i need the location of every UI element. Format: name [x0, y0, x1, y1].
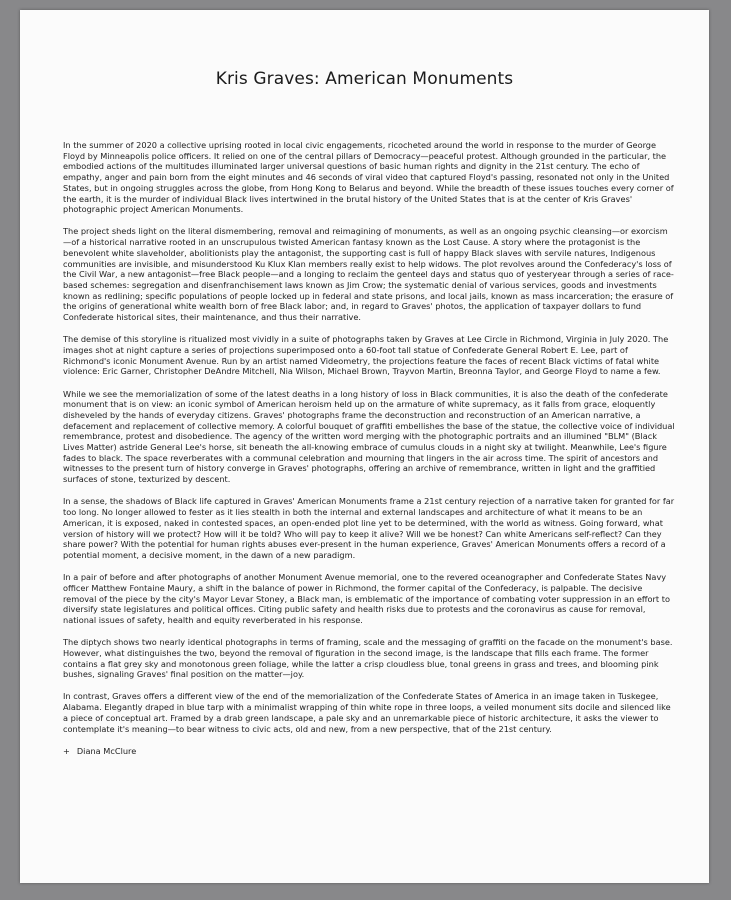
- paragraph-2: The project sheds light on the literal dismembering, removal and reimagining of monuments, as well as an ongoing psychic cleansing—or exorcism—of a historical narrative rooted in an unscrupulous twisted American fantasy known as the Lost Cause. A story where the protagonist is the benevolent white slaveholder, abolitionists play the antagonist, the supporting cast is full of happy Black slaves with servile natures, Indigenous communities are invisible, and misunderstood Ku Klux Klan members really exist to help widows. The plot revolves around the Confederacy's loss of the Civil War, a new antagonist—free Black people—and a longing to reclaim the genteel days and status quo of yesteryear through a series of race-based schemes: segregation and disenfranchisement laws known as Jim Crow; the systematic denial of various services, goods and investments known as redlining; specific populations of people locked up in federal and state prisons, and local jails, known as mass incarceration; the erasure of the origins of generational white wealth born of free Black labor; and, in regard to Graves' photos, the application of taxpayer dollars to fund Confederate historical sites, their maintenance, and thus their narrative.: [63, 226, 674, 323]
- paragraph-4: While we see the memorialization of some of the latest deaths in a long history of loss in Black communities, it is also the death of the confederate monument that is on view: an iconic symbol of American heroism held up on the armature of white supremacy, as it falls from grace, eloquently disheveled by the hands of everyday citizens. Graves' photographs frame the deconstruction and reconstruction of an American narrative, a defacement and replacement of collective memory. A colorful bouquet of graffiti embellishes the base of the statue, the collective voice of individual remembrance, protest and disobedience. The agency of the written word merging with the photographic portraits and an illumined "BLM" (Black Lives Matter) astride General Lee's horse, sit beneath the all-knowing embrace of cumulus clouds in a night sky at twilight. Meanwhile, Lee's figure fades to black. The space reverberates with a communal celebration and mourning that lingers in the air across time. The spirit of ancestors and witnesses to the present turn of history converge in Graves' photographs, offering an archive of remembrance, written in light and the graffitied surfaces of stone, texturized by descent.: [63, 388, 675, 485]
- paragraph-1: In the summer of 2020 a collective uprising rooted in local civic engagements, ricocheted around the world in response to the murder of George Floyd by Minneapolis police officers. It relied on one of the central pillars of Democracy—peaceful protest. Although grounded in the particular, the embodied actions of the multitudes illuminated larger universal questions of basic human rights and dignity in the 21st century. The echo of empathy, anger and pain born from the eight minutes and 46 seconds of viral video that captured Floyd's passing, resonated not only in the United States, but in ongoing struggles across the globe, from Hong Kong to Belarus and beyond. While the breadth of these issues touches every corner of the earth, it is the murder of individual Black lives intertwined in the brutal history of the United States that is at the center of Kris Graves' photographic project American Monuments.: [63, 140, 674, 215]
- paragraph-7: The diptych shows two nearly identical photographs in terms of framing, scale and the messaging of graffiti on the facade on the monument's base. However, what distinguishes the two, beyond the removal of figuration in the second image, is the landscape that fills each frame. The former contains a flat grey sky and monotonous green foliage, while the latter a crisp cloudless blue, tonal greens in grass and trees, and blooming pink bushes, signaling Graves' final position on the matter—joy.: [63, 637, 673, 680]
- paragraph-8: In contrast, Graves offers a different view of the end of the memorialization of the Confederate States of America in an image taken in Tuskegee, Alabama. Elegantly draped in blue tarp with a minimalist wrapping of thin white rope in three loops, a veiled monument sits docile and silenced like a piece of conceptual art. Framed by a drab green landscape, a pale sky and an unremarkable piece of historic architecture, it asks the viewer to contemplate it's meaning—to bear witness to civic acts, old and new, from a new perspective, that of the 21st century.: [63, 691, 671, 734]
- essay-body: [63, 140, 675, 756]
- author-name: Diana McClure: [76, 745, 137, 756]
- paragraph-6: In a pair of before and after photographs of another Monument Avenue memorial, one to the revered oceanographer and Confederate States Navy officer Matthew Fontaine Maury, a shift in the balance of power in Richmond, the former capital of the Confederacy, is palpable. The decisive removal of the piece by the city's Mayor Levar Stoney, a Black man, is emblematic of the importance of combating voter suppression in an effort to diversify state legislatures and political offices. Citing public safety and health risks due to protests and the coronavirus as cause for removal, national issues of safety, health and equity reverberated in his response.: [63, 572, 670, 625]
- page-title: Kris Graves: American Monuments: [215, 69, 514, 89]
- paragraph-5: In a sense, the shadows of Black life captured in Graves' American Monuments frame a 21st century rejection of a narrative taken for granted for far too long. No longer allowed to fester as it lies stealth in both the internal and external landscapes and architecture of what it means to be an American, it is exposed, naked in contested spaces, an open-ended plot line yet to be determined, with the world as witness. Going forward, what version of history will we protect? How will it be told? Who will pay to keep it alive? Will we be honest? Can white Americans self-reflect? Can they share power? With the potential for human rights abuses ever-present in the human experience, Graves' American Monuments offers a record of a potential moment, a decisive moment, in the dawn of a new paradigm.: [63, 496, 675, 560]
- signature-mark: +: [63, 745, 70, 756]
- author-signature: [63, 746, 675, 757]
- document-page: [20, 10, 709, 883]
- paragraph-3: The demise of this storyline is ritualized most vividly in a suite of photographs taken by Graves at Lee Circle in Richmond, Virginia in July 2020. The images shot at night capture a series of projections superimposed onto a 60-foot tall statue of Confederate General Robert E. Lee, part of Richmond's iconic Monument Avenue. Run by an artist named Videometry, the projections feature the faces of recent Black victims of fatal white violence: Eric Garner, Christopher DeAndre Mitchell, Nia Wilson, Michael Brown, Trayvon Martin, Breonna Taylor, and George Floyd to name a few.: [63, 334, 669, 377]
